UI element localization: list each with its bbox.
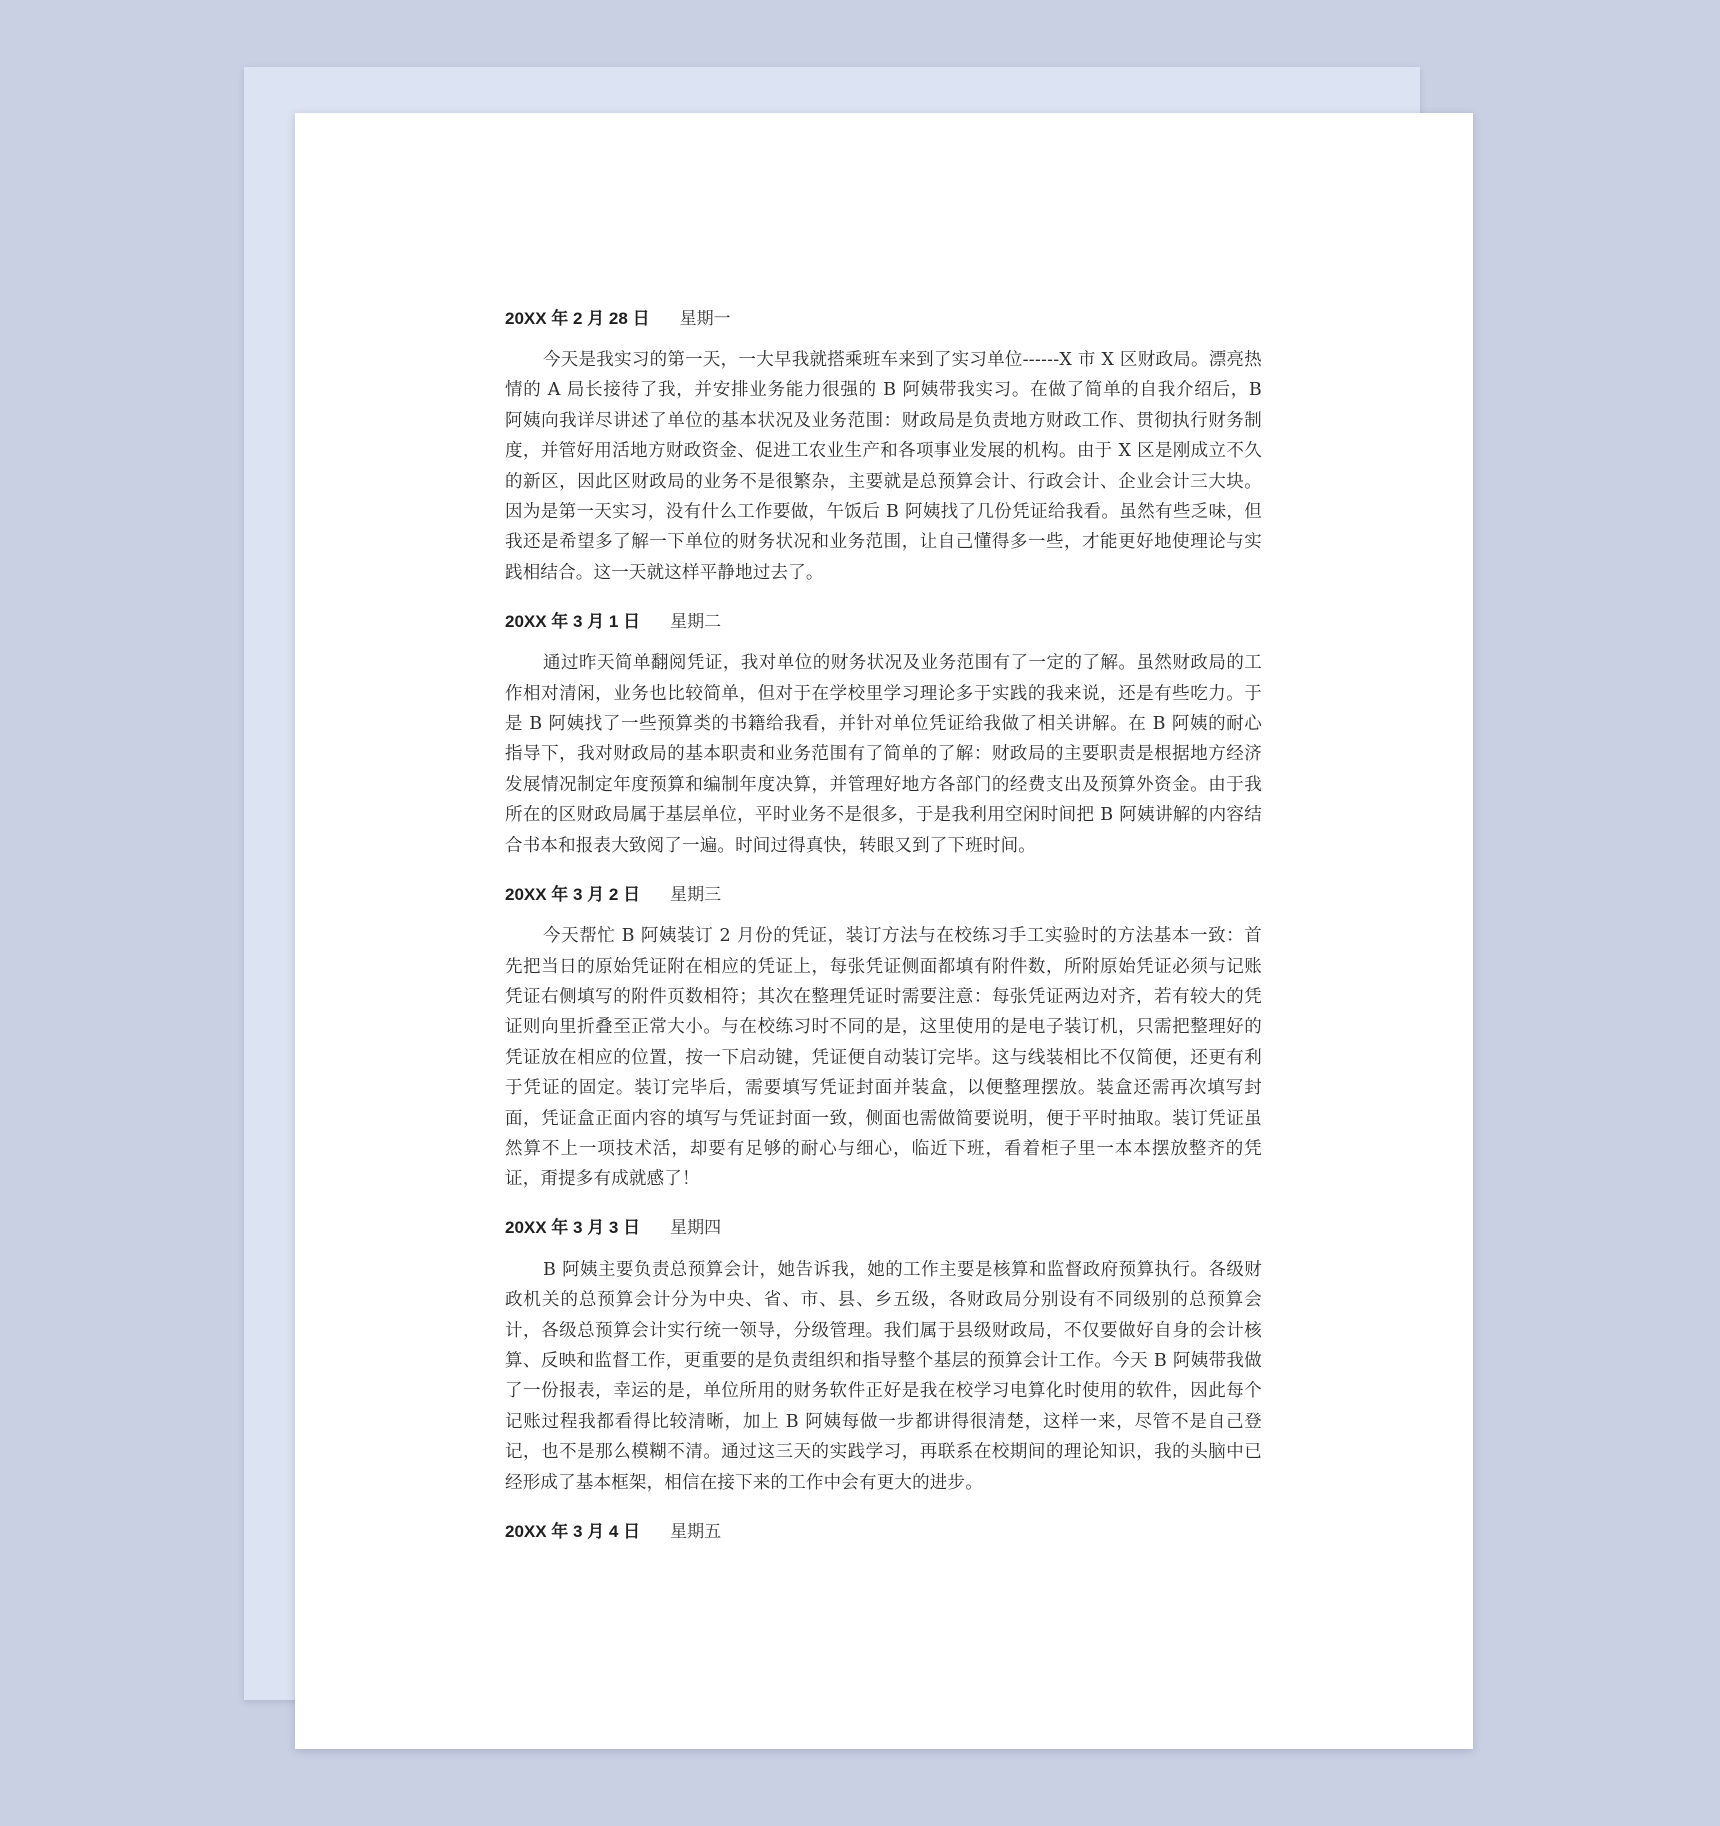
diary-entry-1 [505, 301, 1262, 588]
entry-weekday: 星期二 [670, 611, 722, 632]
entry-date: 20XX 年 3 月 4 日 [505, 1521, 641, 1541]
entry-heading [505, 604, 1262, 634]
document-page [295, 113, 1473, 1749]
entry-body: 今天是我实习的第一天，一大早我就搭乘班车来到了实习单位------X 市 X 区财政局。漂亮热情的 A 局长接待了我，并安排业务能力很强的 B 阿姨带我实习。在做了简单的自我介绍后，B 阿姨向我详尽讲述了单位的基本状况及业务范围：财政局是负责地方财政工作、贯彻执行财务制度，并管好用活地方财政资金、促进工农业生产和各项事业发展的机构。由于 X 区是刚成立不久的新区，因此区财政局的业务不是很繁杂，主要就是总预算会计、行政会计、企业会计三大块。因为是第一天实习，没有什么工作要做，午饭后 B 阿姨找了几份凭证给我看。虽然有些乏味，但我还是希望多了解一下单位的财务状况和业务范围，让自己懂得多一些，才能更好地使理论与实践相结合。这一天就这样平静地过去了。 [505, 350, 1262, 583]
entry-weekday: 星期一 [679, 308, 731, 329]
entry-heading [505, 1211, 1262, 1241]
document-content [505, 301, 1262, 1544]
diary-entry-2 [505, 604, 1262, 861]
diary-entry-5 [505, 1514, 1262, 1544]
entry-heading [505, 1514, 1262, 1544]
entry-weekday: 星期五 [670, 1521, 722, 1542]
entry-weekday: 星期三 [670, 884, 722, 905]
entry-body: B 阿姨主要负责总预算会计，她告诉我，她的工作主要是核算和监督政府预算执行。各级财政机关的总预算会计分为中央、省、市、县、乡五级，各财政局分别设有不同级别的总预算会计，各级总预算会计实行统一领导，分级管理。我们属于县级财政局，不仅要做好自身的会计核算、反映和监督工作，更重要的是负责组织和指导整个基层的预算会计工作。今天 B 阿姨带我做了一份报表，幸运的是，单位所用的财务软件正好是我在校学习电算化时使用的软件，因此每个记账过程我都看得比较清晰，加上 B 阿姨每做一步都讲得很清楚，这样一来，尽管不是自己登记，也不是那么模糊不清。通过这三天的实践学习，再联系在校期间的理论知识，我的头脑中已经形成了基本框架，相信在接下来的工作中会有更大的进步。 [505, 1259, 1262, 1493]
entry-body: 今天帮忙 B 阿姨装订 2 月份的凭证，装订方法与在校练习手工实验时的方法基本一致：首先把当日的原始凭证附在相应的凭证上，每张凭证侧面都填有附件数，所附原始凭证必须与记账凭证右侧填写的附件页数相符；其次在整理凭证时需要注意：每张凭证两边对齐，若有较大的凭证则向里折叠至正常大小。与在校练习时不同的是，这里使用的是电子装订机，只需把整理好的凭证放在相应的位置，按一下启动键，凭证便自动装订完毕。这与线装相比不仅简便，还更有利于凭证的固定。装订完毕后，需要填写凭证封面并装盒，以便整理摆放。装盒还需再次填写封面，凭证盒正面内容的填写与凭证封面一致，侧面也需做简要说明，便于平时抽取。装订凭证虽然算不上一项技术活，却要有足够的耐心与细心，临近下班，看着柜子里一本本摆放整齐的凭证，甭提多有成就感了！ [505, 926, 1262, 1190]
entry-heading [505, 301, 1262, 331]
entry-weekday: 星期四 [670, 1218, 722, 1239]
diary-entry-3 [505, 877, 1262, 1195]
entry-date: 20XX 年 3 月 1 日 [505, 611, 641, 631]
entry-date: 20XX 年 2 月 28 日 [505, 308, 650, 328]
entry-date: 20XX 年 3 月 3 日 [505, 1218, 641, 1238]
entry-heading [505, 877, 1262, 907]
entry-body: 通过昨天简单翻阅凭证，我对单位的财务状况及业务范围有了一定的了解。虽然财政局的工作相对清闲，业务也比较简单，但对于在学校里学习理论多于实践的我来说，还是有些吃力。于是 B 阿姨找了一些预算类的书籍给我看，并针对单位凭证给我做了相关讲解。在 B 阿姨的耐心指导下，我对财政局的基本职责和业务范围有了简单的了解：财政局的主要职责是根据地方经济发展情况制定年度预算和编制年度决算，并管理好地方各部门的经费支出及预算外资金。由于我所在的区财政局属于基层单位，平时业务不是很多，于是我利用空闲时间把 B 阿姨讲解的内容结合书本和报表大致阅了一遍。时间过得真快，转眼又到了下班时间。 [505, 653, 1262, 856]
diary-entry-4 [505, 1211, 1262, 1498]
entry-date: 20XX 年 3 月 2 日 [505, 884, 641, 904]
